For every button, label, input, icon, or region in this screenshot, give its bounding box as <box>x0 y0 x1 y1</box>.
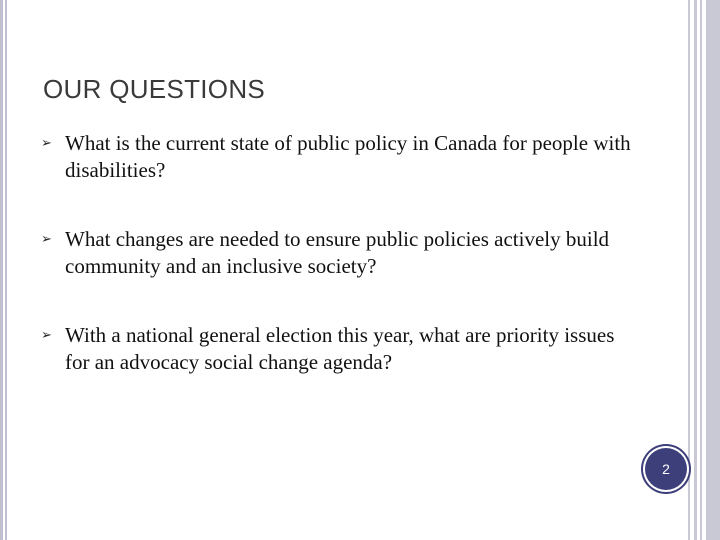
arrow-bullet-icon: ➢ <box>41 232 52 247</box>
right-border-decoration <box>684 0 720 540</box>
page-number-badge: 2 <box>645 448 687 490</box>
left-border-decoration <box>0 0 10 540</box>
arrow-bullet-icon: ➢ <box>41 328 52 343</box>
bullet-text: What is the current state of public policy in Canada for people with disabilities? <box>65 131 631 182</box>
bullet-text: With a national general election this year, what are priority issues for an advocacy social change agenda? <box>65 323 615 374</box>
bullet-item <box>43 322 643 376</box>
bullet-text: What changes are needed to ensure public policies actively build community and an inclusive society? <box>65 227 610 278</box>
bullet-list <box>43 130 643 418</box>
bullet-item <box>43 226 643 280</box>
bullet-item <box>43 130 643 184</box>
arrow-bullet-icon: ➢ <box>41 136 52 151</box>
slide-title: OUR QUESTIONS <box>43 74 266 104</box>
